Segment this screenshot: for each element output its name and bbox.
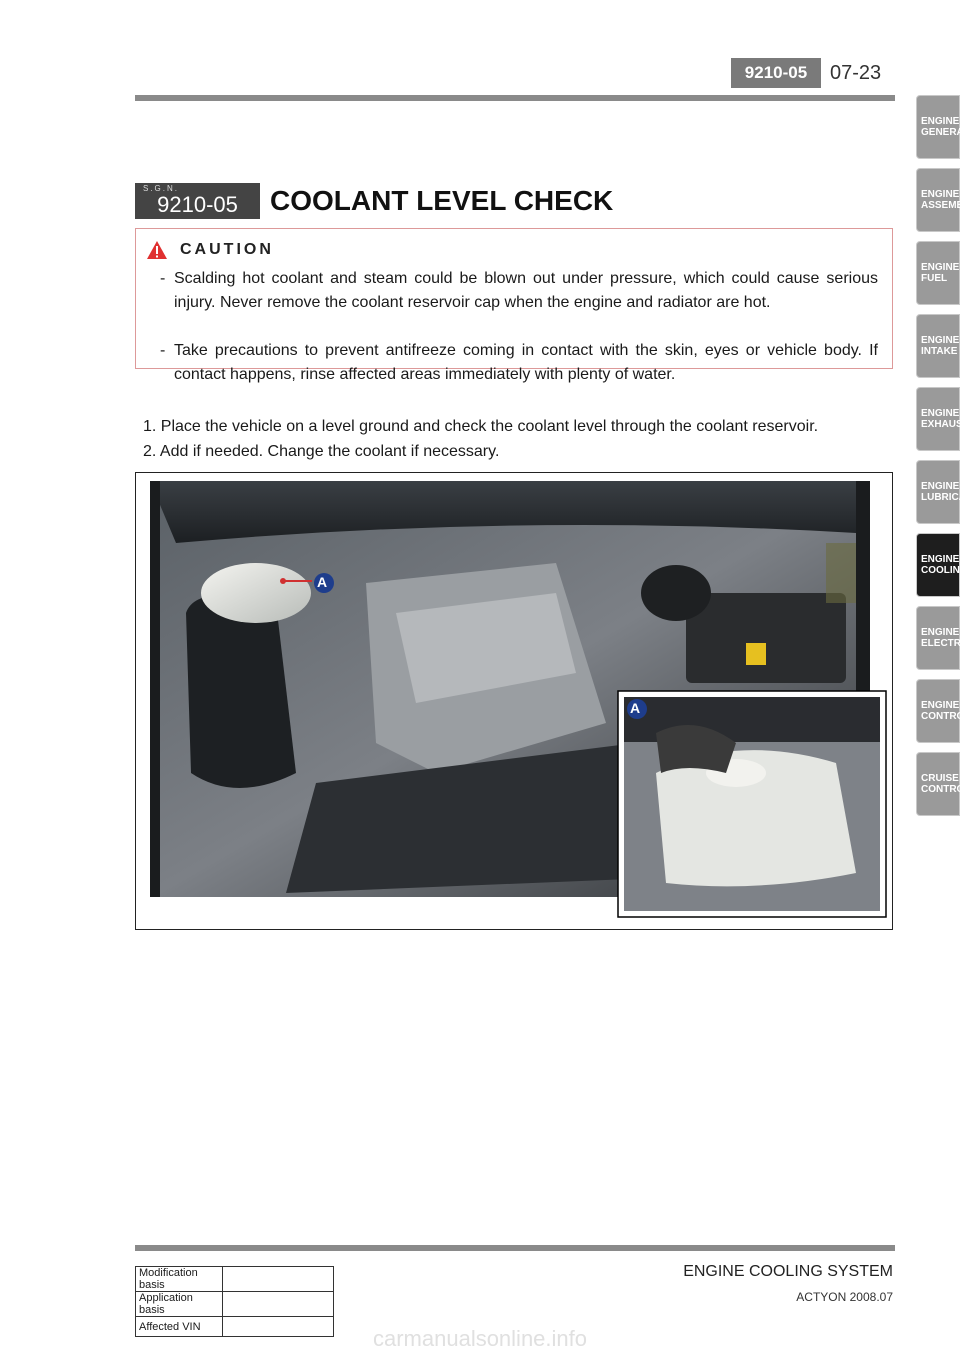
table-row: [136, 1292, 334, 1317]
callout-label: A: [630, 700, 641, 716]
tab-line2: EXHAUST: [921, 419, 969, 430]
header-divider: [135, 95, 895, 101]
tab-line2: CONTRO: [921, 711, 965, 722]
table-label: Affected VIN: [136, 1317, 223, 1337]
step-1: 1. Place the vehicle on a level ground and check the coolant level through the coolant reservoir.: [143, 418, 819, 435]
tab-engine-exhaust[interactable]: [916, 387, 969, 451]
bullet-dash: -: [160, 342, 166, 359]
caution-box: [135, 228, 893, 383]
tab-engine-cooling[interactable]: [916, 533, 968, 597]
section-title: COOLANT LEVEL CHECK: [270, 185, 614, 216]
footer-title: ENGINE COOLING SYSTEM: [683, 1263, 893, 1280]
warning-triangle-icon: [146, 240, 168, 260]
tab-line1: ENGINE: [921, 700, 960, 711]
bullet-dash: -: [160, 270, 166, 287]
section-code-badge: 9210-05: [731, 58, 821, 88]
caution-text: Scalding hot coolant and steam could be blown out under pressure, which could cause serious injury. Never remove the coolant reservoir cap when the engine and radiator are hot.: [174, 270, 878, 311]
tab-line1: ENGINE: [921, 481, 960, 492]
tab-engine-assembly[interactable]: [916, 168, 970, 232]
engine-bay-illustration: [136, 473, 892, 929]
tab-line1: ENGINE: [921, 554, 960, 565]
caution-heading: CAUTION: [180, 241, 274, 258]
tab-line2: ASSEMBL: [921, 200, 970, 211]
tab-line1: ENGINE: [921, 189, 960, 200]
tab-line2: CONTRO: [921, 784, 965, 795]
table-row: [136, 1267, 334, 1292]
tab-engine-general[interactable]: [916, 95, 964, 159]
tab-engine-lubrication[interactable]: [916, 460, 966, 524]
tab-line2: COOLING: [921, 565, 968, 576]
tab-engine-fuel[interactable]: [916, 241, 960, 305]
page-number: 07-23: [830, 61, 882, 84]
tab-line2: GENERA: [921, 127, 964, 138]
caution-item: [160, 267, 878, 315]
tab-line2: ELECTRI: [921, 638, 964, 649]
caution-text: Take precautions to prevent antifreeze coming in contact with the skin, eyes or vehicle body. If contact happens, rinse affected areas immediately with plenty of water.: [174, 342, 878, 383]
tab-line1: ENGINE: [921, 335, 960, 346]
tab-line1: CRUISE: [921, 773, 959, 784]
tab-line1: ENGINE: [921, 408, 960, 419]
table-value: [223, 1267, 334, 1292]
tab-line2: FUEL: [921, 273, 948, 284]
table-value: [223, 1292, 334, 1317]
step-2: 2. Add if needed. Change the coolant if necessary.: [143, 443, 500, 460]
caution-header: [146, 237, 274, 263]
tab-line1: ENGINE: [921, 627, 960, 638]
tab-engine-electrical[interactable]: [916, 606, 964, 670]
tab-line2: LUBRICA: [921, 492, 966, 503]
footer-divider: [135, 1245, 895, 1251]
callout-label: A: [317, 574, 328, 590]
table-label: Application basis: [136, 1292, 223, 1317]
sgn-label: S.G.N.: [143, 184, 180, 193]
sgn-code-box: [135, 183, 260, 219]
footer-subtitle: ACTYON 2008.07: [796, 1290, 893, 1304]
tab-line1: ENGINE: [921, 116, 960, 127]
table-label: Modification basis: [136, 1267, 223, 1292]
watermark: carmanualsonline.info: [372, 1326, 588, 1351]
tab-line1: ENGINE: [921, 262, 960, 273]
sgn-number: 9210-05: [157, 192, 238, 217]
tab-engine-control[interactable]: [916, 679, 965, 743]
tab-cruise-control[interactable]: [916, 752, 965, 816]
tab-engine-intake[interactable]: [916, 314, 960, 378]
tab-line2: INTAKE: [921, 346, 958, 357]
engine-bay-photo: [135, 472, 893, 930]
caution-item: [160, 339, 878, 387]
